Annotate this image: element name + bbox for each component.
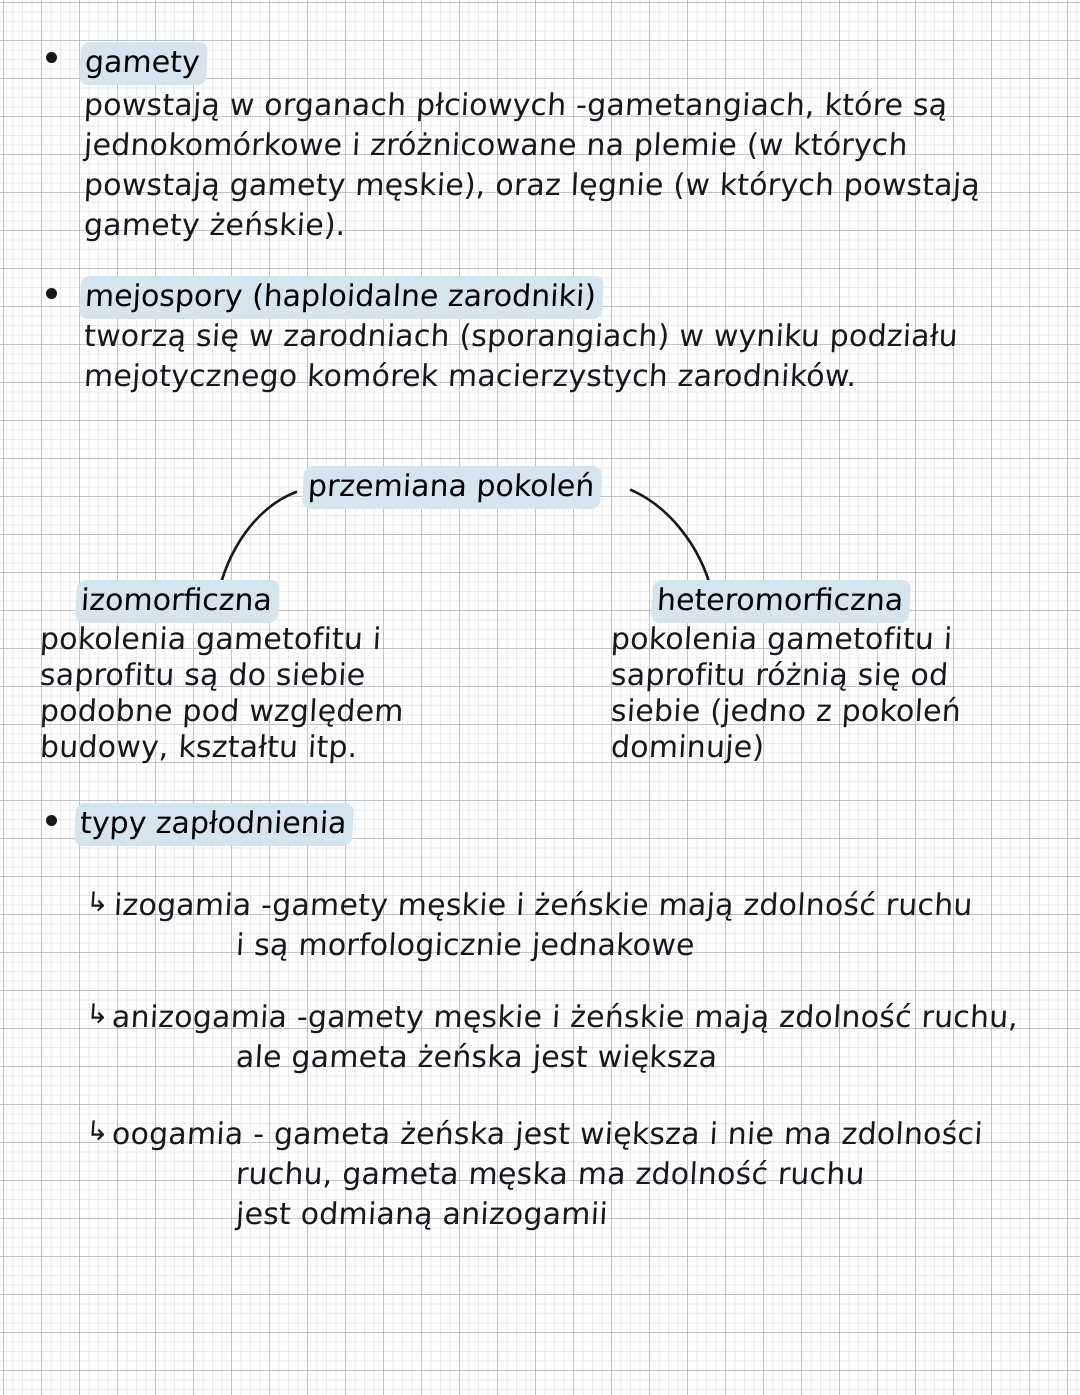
gamety-line-2: jednokomórkowe i zróżnicowane na plemie (w których (83, 128, 909, 163)
oogamia-line-3: jest odmianą anizogamii (235, 1197, 609, 1232)
izogamia-line-1: izogamia -gamety męskie i żeńskie mają zdolność ruchu (113, 888, 974, 923)
term-typy-zaplodnienia (75, 803, 353, 846)
izomorficzna-line-1: pokolenia gametofitu i (39, 622, 383, 657)
anizogamia-line-1: anizogamia -gamety męskie i żeńskie mają zdolność ruchu, (111, 1000, 1020, 1035)
oogamia-line-1: oogamia - gameta żeńska jest większa i nie ma zdolności (111, 1117, 984, 1152)
gamety-line-4: gamety żeńskie). (83, 208, 347, 243)
term-izomorficzna (76, 580, 279, 623)
connector-curve-left (219, 492, 296, 590)
bullet-marker-typy-zaplodnienia (46, 815, 57, 826)
arrow-down-right-icon-anizogamia: ↳ (84, 999, 110, 1030)
term-mejospory-label: mejospory (haploidalne zarodniki) (79, 276, 604, 319)
arrow-down-right-icon-izogamia: ↳ (84, 887, 110, 918)
izomorficzna-line-3: podobne pod względem (39, 694, 405, 729)
bullet-marker-gamety (46, 52, 57, 63)
term-mejospory (80, 276, 603, 319)
term-gamety-label: gamety (79, 42, 208, 85)
term-izomorficzna-label: izomorficzna (75, 580, 280, 623)
connector-curve-right (631, 490, 712, 592)
term-heteromorficzna (652, 580, 910, 623)
gamety-line-3: powstają gamety męskie), oraz lęgnie (w których powstają (83, 168, 981, 203)
diagram-title-przemiana-pokolen (303, 466, 601, 509)
izogamia-line-2: i są morfologicznie jednakowe (235, 928, 696, 963)
term-heteromorficzna-label: heteromorficzna (651, 580, 911, 623)
mejospory-line-2: mejotycznego komórek macierzystych zarodników. (83, 359, 858, 394)
term-gamety (80, 42, 207, 85)
anizogamia-line-2: ale gameta żeńska jest większa (235, 1040, 719, 1075)
term-typy-zaplodnienia-label: typy zapłodnienia (74, 803, 355, 846)
mejospory-line-1: tworzą się w zarodniach (sporangiach) w wyniku podziału (83, 319, 959, 354)
arrow-down-right-icon-oogamia: ↳ (84, 1116, 110, 1147)
heteromorficzna-line-1: pokolenia gametofitu i (610, 622, 954, 657)
gamety-line-1: powstają w organach płciowych -gametangiach, które są (83, 88, 949, 123)
heteromorficzna-line-3: siebie (jedno z pokoleń (610, 694, 962, 729)
izomorficzna-line-2: saprofitu są do siebie (39, 658, 367, 693)
oogamia-line-2: ruchu, gameta męska ma zdolność ruchu (235, 1157, 866, 1192)
heteromorficzna-line-2: saprofitu różnią się od (610, 658, 950, 693)
bullet-marker-mejospory (46, 288, 57, 299)
diagram-title-label: przemiana pokoleń (302, 466, 603, 509)
heteromorficzna-line-4: dominuje) (610, 730, 766, 765)
izomorficzna-line-4: budowy, kształtu itp. (39, 730, 359, 765)
